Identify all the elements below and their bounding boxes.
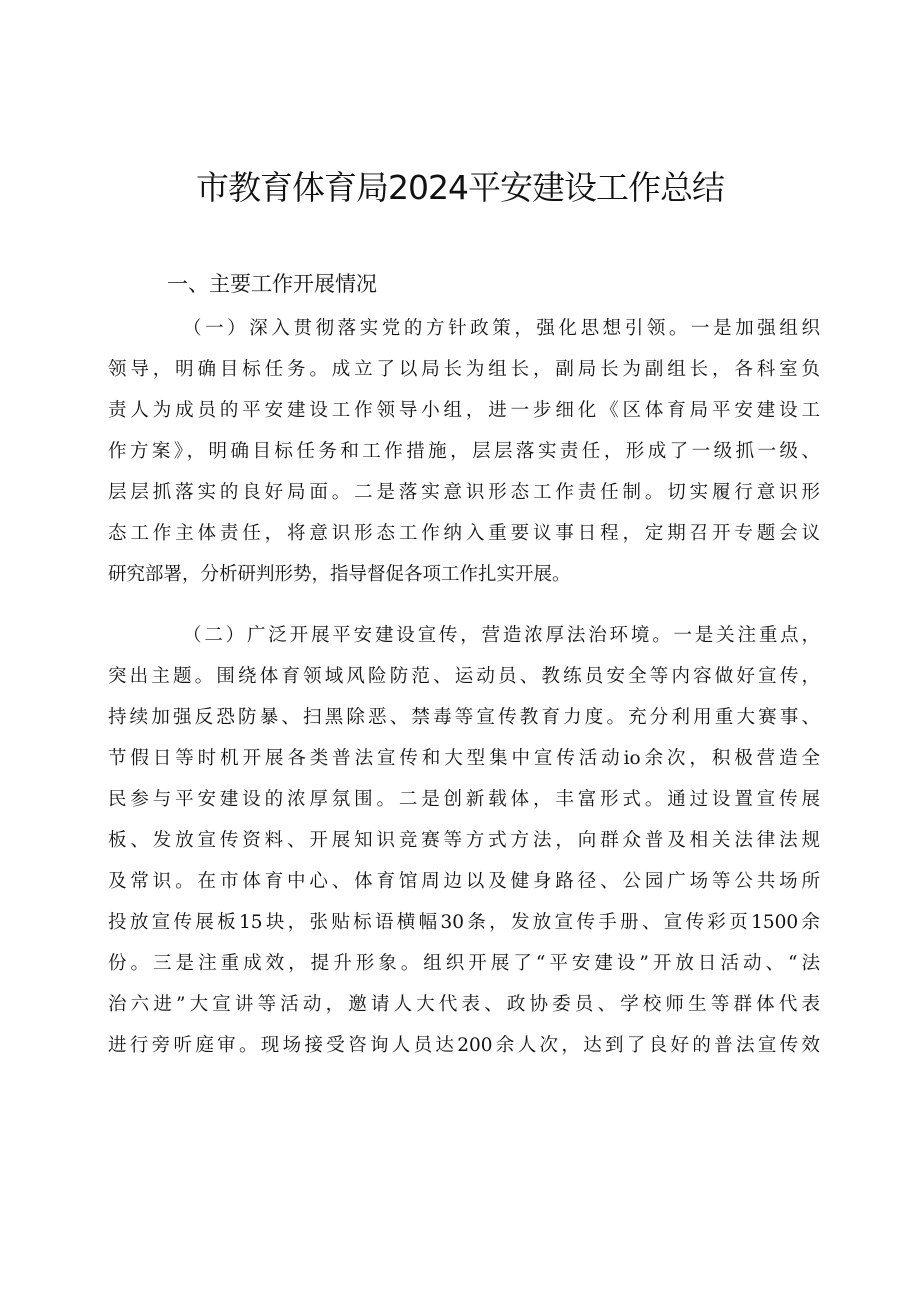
section-heading: 一、主要工作开展情况 — [167, 272, 377, 296]
paragraph-line: 治六进”大宣讲等活动，邀请人大代表、政协委员、学校师生等群体代表 — [108, 994, 820, 1015]
paragraph-line: 持续加强反恐防暴、扫黑除恶、禁毒等宣传教育力度。充分利用重大赛事、 — [108, 707, 820, 728]
paragraph-line: 投放宣传展板15块，张贴标语横幅30条，发放宣传手册、宣传彩页1500余 — [108, 912, 820, 933]
paragraph-2 — [108, 615, 820, 1066]
paragraph-line: 研究部署，分析研判形势，指导督促各项工作扎实开展。 — [108, 564, 571, 585]
document-title: 市教育体育局2024平安建设工作总结 — [196, 168, 724, 207]
paragraph-line: 领导，明确目标任务。成立了以局长为组长，副局长为副组长，各科室负 — [108, 359, 820, 380]
paragraph-1 — [108, 308, 820, 595]
paragraph-line: 层层抓落实的良好局面。二是落实意识形态工作责任制。切实履行意识形 — [108, 482, 820, 503]
paragraph-line: 进行旁听庭审。现场接受咨询人员达200余人次，达到了良好的普法宣传效 — [108, 1035, 820, 1056]
paragraph-line: 民参与平安建设的浓厚氛围。二是创新载体，丰富形式。通过设置宣传展 — [108, 789, 820, 810]
paragraph-line: （二）广泛开展平安建设宣传，营造浓厚法治环境。一是关注重点， — [183, 625, 820, 646]
paragraph-line: 突出主题。围绕体育领域风险防范、运动员、教练员安全等内容做好宣传， — [108, 666, 820, 687]
paragraph-line: 份。三是注重成效，提升形象。组织开展了“平安建设”开放日活动、“法 — [108, 953, 820, 974]
paragraph-line: 节假日等时机开展各类普法宣传和大型集中宣传活动io余次，积极营造全 — [108, 748, 820, 769]
paragraph-line: 作方案》，明确目标任务和工作措施，层层落实责任，形成了一级抓一级、 — [108, 441, 820, 462]
paragraph-line: 责人为成员的平安建设工作领导小组，进一步细化《区体育局平安建设工 — [108, 400, 820, 421]
paragraph-line: 板、发放宣传资料、开展知识竞赛等方式方法，向群众普及相关法律法规 — [108, 830, 820, 851]
paragraph-line: 及常识。在市体育中心、体育馆周边以及健身路径、公园广场等公共场所 — [108, 871, 820, 892]
paragraph-line: （一）深入贯彻落实党的方针政策，强化思想引领。一是加强组织 — [183, 318, 820, 339]
paragraph-line: 态工作主体责任，将意识形态工作纳入重要议事日程，定期召开专题会议 — [108, 523, 820, 544]
